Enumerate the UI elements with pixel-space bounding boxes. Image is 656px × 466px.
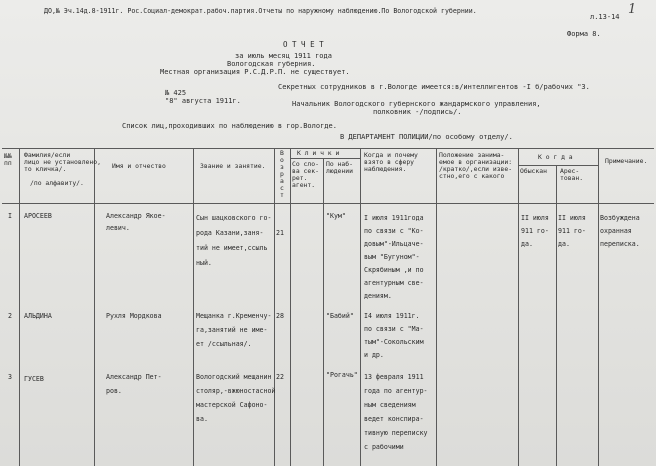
row-search-line: да. <box>521 240 533 248</box>
header-when2: К о г д а <box>538 153 573 161</box>
row-when-line: ным сведениям <box>364 401 416 409</box>
row-name-line: Александр Якое- <box>106 212 166 220</box>
header-when-1: Когда и почему <box>364 151 418 159</box>
row-name-line: ров. <box>106 387 122 395</box>
list-title: Список лиц,проходивших по наблюдению в гор.Вологде. <box>122 122 337 130</box>
row-num: 3 <box>8 373 12 381</box>
header-arrest-1: Арес- <box>560 167 580 175</box>
header-nick-secret-1: Со сло- <box>292 160 319 168</box>
header-when-2: взято в сферу <box>364 158 415 166</box>
local-organization: Местная организация Р.С.Д.Р.П. не существует. <box>160 68 350 76</box>
row-when-line: Скрябиным ,и по <box>364 266 424 274</box>
header-nick-surv-2: людении <box>326 167 353 175</box>
header-search: Обыскан <box>520 167 547 175</box>
row-age: 21 <box>276 229 284 237</box>
row-occupation-line: ный. <box>196 259 212 267</box>
row-name-line: Александр Пет- <box>106 373 162 381</box>
row-notes-line: Возбуждена <box>600 214 640 222</box>
header-surname-5: /по алфавиту/. <box>30 179 84 187</box>
header-position-4: стно,его с какого <box>439 172 505 180</box>
header-arrest-2: тован. <box>560 174 584 182</box>
header-age-1: В <box>280 149 284 157</box>
row-nickname: "Кум" <box>326 212 346 220</box>
row-when-line: 13 февраля 1911 <box>364 373 424 381</box>
row-name-line: Рухля Мордкова <box>106 312 162 320</box>
row-notes-line: переписка. <box>600 240 640 248</box>
header-position-3: /кратко/,если изве- <box>439 165 513 173</box>
report-title: О Т Ч Е Т <box>283 40 324 49</box>
row-occupation-line: тий не имеет,ссыль <box>196 244 268 252</box>
header-age-7: т <box>280 191 284 199</box>
row-num: 2 <box>8 312 12 320</box>
form-number: Форма 8. <box>567 30 601 38</box>
row-when-line: с рабочими <box>364 443 404 451</box>
report-province: Вологодская губерния. <box>227 60 316 68</box>
row-occupation-line: ва. <box>196 415 208 423</box>
row-occupation-line: Сын шацковского го- <box>196 214 272 222</box>
row-num: I <box>8 212 12 220</box>
row-occupation-line: мастерской Сафоно- <box>196 401 268 409</box>
header-occupation: Звание и занятие. <box>200 162 266 170</box>
row-surname: ГУСЕВ <box>24 375 44 383</box>
row-when-line: I июля 1911года <box>364 214 424 222</box>
row-when-line: по связи с "Ма- <box>364 325 424 333</box>
report-period: за июль месяц 1911 года <box>235 52 332 60</box>
document-date: "8" августа 1911г. <box>165 97 241 105</box>
row-notes-line: охранная <box>600 227 632 235</box>
header-age-6: с <box>280 184 284 192</box>
department-line: В ДЕПАРТАМЕНТ ПОЛИЦИИ/по особому отделу/. <box>340 133 513 141</box>
row-search-line: 911 го- <box>521 227 549 235</box>
handwritten-page-number: 1 <box>628 2 637 17</box>
header-num: №№ пп <box>4 152 12 167</box>
header-surname-1: Фамилия/если <box>24 151 71 159</box>
row-when-line: года по агентур- <box>364 387 428 395</box>
header-age-4: р <box>280 170 284 178</box>
row-search-line: II июля <box>521 214 549 222</box>
archive-reference: ДО,№ Эч.14д.8-1911г. Рос.Социал-демократ.рабоч.партия.Отчеты по наружному наблюдению.По Вологодской губернии. <box>44 7 477 15</box>
row-nickname: "Рогачь" <box>326 371 358 379</box>
header-nick-secret-3: рет. <box>292 174 308 182</box>
row-arrest-line: II июля <box>558 214 586 222</box>
row-when-line: I4 июля 1911г. <box>364 312 420 320</box>
row-name-line: левич. <box>106 224 130 232</box>
row-when-line: тым"-Сокольским <box>364 338 424 346</box>
header-surname-2: лицо не установлено, <box>24 158 101 166</box>
header-surname-3: то кличка/. <box>24 165 67 173</box>
row-occupation-line: рода Казани,заня- <box>196 229 264 237</box>
header-when-3: наблюдения. <box>364 165 407 173</box>
secret-staff-line: Секретных сотрудников в г.Вологде имеется:в/интеллигентов -I б/рабочих "3. <box>278 83 590 91</box>
row-arrest-line: да. <box>558 240 570 248</box>
row-when-line: дениям. <box>364 292 392 300</box>
header-notes: Примечание. <box>605 157 648 165</box>
row-occupation-line: га,занятий не име- <box>196 326 268 334</box>
row-occupation-line: ет /ссыльная/. <box>196 340 252 348</box>
chief-title: Начальник Вологодского губернского жандармского управления, <box>292 100 541 108</box>
row-occupation-line: столяр,-вжюностасной <box>196 387 276 395</box>
row-occupation-line: Вологодский мещанин <box>196 373 272 381</box>
header-nick-secret-4: агент. <box>292 181 316 189</box>
row-occupation-line: Мещанка г.Кременчу- <box>196 312 272 320</box>
sheet-number: л.13-14 <box>590 13 620 21</box>
row-arrest-line: 911 го- <box>558 227 586 235</box>
header-name: Имя и отчество <box>112 162 166 170</box>
document-number: № 425 <box>165 89 187 97</box>
row-when-line: вым "Бугуном"- <box>364 253 420 261</box>
header-age-5: а <box>280 177 284 185</box>
row-age: 22 <box>276 373 284 381</box>
header-position-2: емое в организации: <box>439 158 513 166</box>
row-surname: АРОСЕЕВ <box>24 212 52 220</box>
row-when-line: агентурным све- <box>364 279 424 287</box>
header-age-3: з <box>280 163 284 171</box>
row-when-line: по связи с "Ко- <box>364 227 424 235</box>
header-nicknames: К л и ч к и <box>297 149 340 157</box>
row-when-line: довым"-Ильцаче- <box>364 240 424 248</box>
header-nick-surv-1: По наб- <box>326 160 353 168</box>
row-surname: АЛЬДИНА <box>24 312 52 320</box>
header-nick-secret-2: ва сек- <box>292 167 319 175</box>
row-age: 28 <box>276 312 284 320</box>
row-nickname: "Бабий" <box>326 312 354 320</box>
row-when-line: и др. <box>364 351 384 359</box>
row-when-line: тивную переписку <box>364 429 428 437</box>
header-age-2: о <box>280 156 284 164</box>
header-position-1: Положение занима- <box>439 151 505 159</box>
chief-signature: полковник -/подпись/. <box>373 108 462 116</box>
row-when-line: ведет конспира- <box>364 415 424 423</box>
